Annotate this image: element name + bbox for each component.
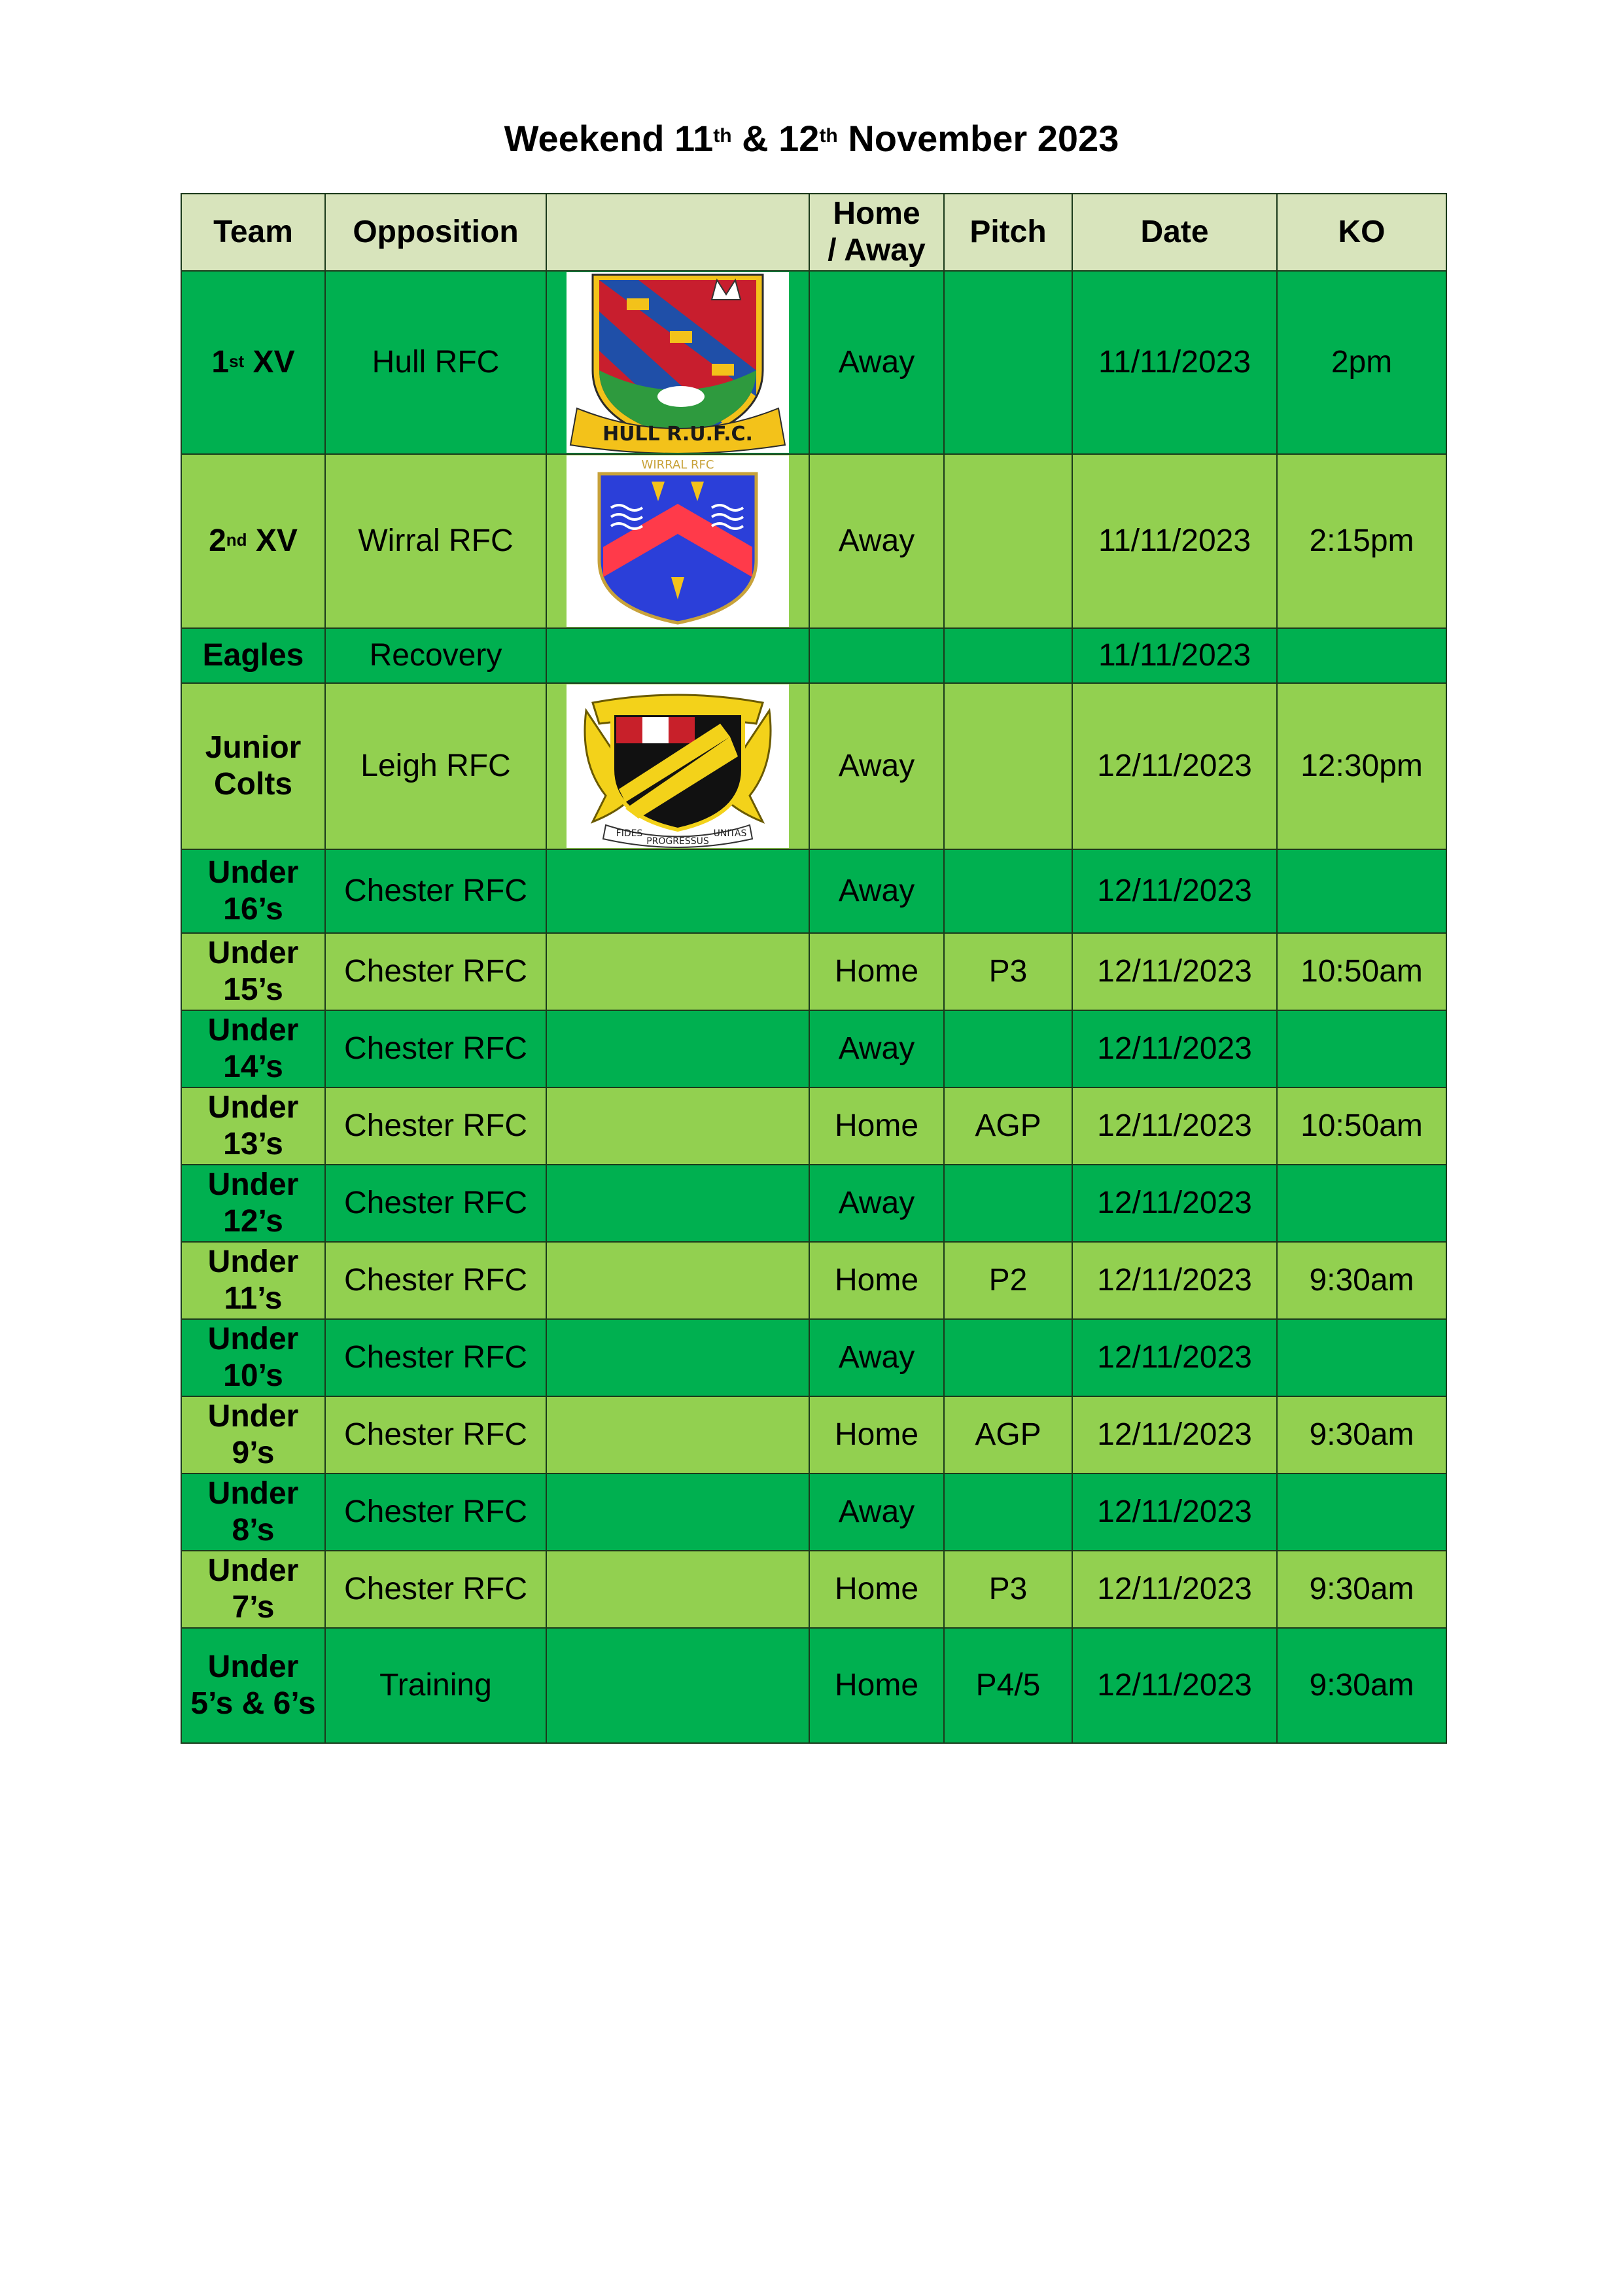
crest-cell xyxy=(546,849,809,933)
team-cell: Eagles xyxy=(181,628,325,683)
team-cell: Under 10’s xyxy=(181,1319,325,1396)
table-row xyxy=(181,849,1446,933)
ko-cell: 12:30pm xyxy=(1277,683,1446,849)
ko-cell xyxy=(1277,1010,1446,1087)
ko-cell: 2pm xyxy=(1277,271,1446,454)
crest-cell xyxy=(546,1628,809,1743)
table-row xyxy=(181,1628,1446,1743)
table-row xyxy=(181,454,1446,628)
pitch-cell xyxy=(944,1165,1072,1242)
page-title: Weekend 11th & 12th November 2023 xyxy=(504,118,1119,159)
team-cell: Under 14’s xyxy=(181,1010,325,1087)
opposition-cell: Training xyxy=(325,1628,546,1743)
ko-cell xyxy=(1277,628,1446,683)
date-cell: 12/11/2023 xyxy=(1072,1628,1277,1743)
team-cell: Under 16’s xyxy=(181,849,325,933)
leigh-rfc-crest-icon xyxy=(567,684,789,848)
date-cell: 12/11/2023 xyxy=(1072,849,1277,933)
date-cell: 12/11/2023 xyxy=(1072,683,1277,849)
pitch-cell: AGP xyxy=(944,1087,1072,1165)
pitch-cell xyxy=(944,454,1072,628)
pitch-cell xyxy=(944,628,1072,683)
header-opposition: Opposition xyxy=(325,194,546,271)
pitch-cell xyxy=(944,849,1072,933)
home-away-cell: Home xyxy=(809,1628,944,1743)
ko-cell xyxy=(1277,1319,1446,1396)
opposition-cell: Wirral RFC xyxy=(325,454,546,628)
opposition-cell: Chester RFC xyxy=(325,1551,546,1628)
ko-cell: 9:30am xyxy=(1277,1396,1446,1474)
table-row xyxy=(181,1551,1446,1628)
date-cell: 12/11/2023 xyxy=(1072,1319,1277,1396)
home-away-cell: Home xyxy=(809,933,944,1010)
home-away-cell: Away xyxy=(809,1319,944,1396)
crest-cell xyxy=(546,628,809,683)
table-row xyxy=(181,1474,1446,1551)
crest-cell xyxy=(546,933,809,1010)
opposition-cell: Chester RFC xyxy=(325,1087,546,1165)
date-cell: 11/11/2023 xyxy=(1072,271,1277,454)
date-cell: 12/11/2023 xyxy=(1072,1551,1277,1628)
team-cell: Under 8’s xyxy=(181,1474,325,1551)
ko-cell: 10:50am xyxy=(1277,1087,1446,1165)
table-row xyxy=(181,628,1446,683)
table-row xyxy=(181,1010,1446,1087)
date-cell: 12/11/2023 xyxy=(1072,1242,1277,1319)
table-row xyxy=(181,1319,1446,1396)
team-cell: Under 11’s xyxy=(181,1242,325,1319)
home-away-cell: Away xyxy=(809,1474,944,1551)
fixtures-table xyxy=(181,193,1447,1744)
crest-cell xyxy=(546,1242,809,1319)
wirral-rfc-crest-icon xyxy=(567,455,789,627)
header-ko: KO xyxy=(1277,194,1446,271)
team-cell: Under 5’s & 6’s xyxy=(181,1628,325,1743)
opposition-cell: Chester RFC xyxy=(325,1396,546,1474)
date-cell: 12/11/2023 xyxy=(1072,1396,1277,1474)
pitch-cell xyxy=(944,1474,1072,1551)
header-home-away: Home / Away xyxy=(809,194,944,271)
opposition-cell: Chester RFC xyxy=(325,849,546,933)
home-away-cell: Away xyxy=(809,683,944,849)
table-row xyxy=(181,1396,1446,1474)
ko-cell: 9:30am xyxy=(1277,1551,1446,1628)
crest-cell xyxy=(546,454,809,628)
pitch-cell xyxy=(944,271,1072,454)
leigh-crest-motto-2: PROGRESSUS xyxy=(646,836,709,847)
ko-cell xyxy=(1277,849,1446,933)
opposition-cell: Chester RFC xyxy=(325,1010,546,1087)
team-cell: Under 15’s xyxy=(181,933,325,1010)
table-row xyxy=(181,1087,1446,1165)
ko-cell xyxy=(1277,1474,1446,1551)
crest-cell xyxy=(546,1087,809,1165)
team-cell: Under 9’s xyxy=(181,1396,325,1474)
table-row xyxy=(181,1165,1446,1242)
home-away-cell: Away xyxy=(809,1010,944,1087)
hull-rufc-crest-icon xyxy=(567,272,789,453)
leigh-crest-motto-1: FIDES xyxy=(616,828,643,839)
home-away-cell: Away xyxy=(809,1165,944,1242)
table-row xyxy=(181,271,1446,454)
crest-cell xyxy=(546,1165,809,1242)
pitch-cell xyxy=(944,1010,1072,1087)
pitch-cell: AGP xyxy=(944,1396,1072,1474)
header-pitch: Pitch xyxy=(944,194,1072,271)
header-date: Date xyxy=(1072,194,1277,271)
ko-cell: 9:30am xyxy=(1277,1628,1446,1743)
home-away-cell: Home xyxy=(809,1551,944,1628)
home-away-cell: Away xyxy=(809,454,944,628)
ko-cell: 2:15pm xyxy=(1277,454,1446,628)
table-row xyxy=(181,683,1446,849)
team-cell: 2nd XV xyxy=(181,454,325,628)
crest-cell xyxy=(546,683,809,849)
home-away-cell: Home xyxy=(809,1396,944,1474)
leigh-crest-motto-3: UNITAS xyxy=(713,828,747,839)
header-crest xyxy=(546,194,809,271)
crest-cell xyxy=(546,1319,809,1396)
crest-cell xyxy=(546,1474,809,1551)
pitch-cell: P3 xyxy=(944,1551,1072,1628)
team-cell: 1st XV xyxy=(181,271,325,454)
pitch-cell: P4/5 xyxy=(944,1628,1072,1743)
home-away-cell xyxy=(809,628,944,683)
home-away-cell: Home xyxy=(809,1087,944,1165)
date-cell: 11/11/2023 xyxy=(1072,628,1277,683)
ko-cell xyxy=(1277,1165,1446,1242)
opposition-cell: Chester RFC xyxy=(325,1319,546,1396)
pitch-cell xyxy=(944,1319,1072,1396)
team-cell: Under 12’s xyxy=(181,1165,325,1242)
ko-cell: 9:30am xyxy=(1277,1242,1446,1319)
home-away-cell: Away xyxy=(809,849,944,933)
date-cell: 12/11/2023 xyxy=(1072,1010,1277,1087)
header-team: Team xyxy=(181,194,325,271)
date-cell: 12/11/2023 xyxy=(1072,933,1277,1010)
opposition-cell: Leigh RFC xyxy=(325,683,546,849)
ko-cell: 10:50am xyxy=(1277,933,1446,1010)
home-away-cell: Away xyxy=(809,271,944,454)
home-away-cell: Home xyxy=(809,1242,944,1319)
crest-cell xyxy=(546,1396,809,1474)
crest-cell xyxy=(546,271,809,454)
header-row xyxy=(181,194,1446,271)
date-cell: 12/11/2023 xyxy=(1072,1087,1277,1165)
table-row xyxy=(181,933,1446,1010)
crest-cell xyxy=(546,1010,809,1087)
team-cell: Under 7’s xyxy=(181,1551,325,1628)
team-cell: Under 13’s xyxy=(181,1087,325,1165)
pitch-cell: P2 xyxy=(944,1242,1072,1319)
crest-cell xyxy=(546,1551,809,1628)
pitch-cell xyxy=(944,683,1072,849)
opposition-cell: Chester RFC xyxy=(325,1165,546,1242)
opposition-cell: Chester RFC xyxy=(325,933,546,1010)
table-row xyxy=(181,1242,1446,1319)
opposition-cell: Hull RFC xyxy=(325,271,546,454)
opposition-cell: Chester RFC xyxy=(325,1242,546,1319)
opposition-cell: Recovery xyxy=(325,628,546,683)
date-cell: 11/11/2023 xyxy=(1072,454,1277,628)
wirral-crest-label: WIRRAL RFC xyxy=(641,458,714,472)
team-cell: Junior Colts xyxy=(181,683,325,849)
opposition-cell: Chester RFC xyxy=(325,1474,546,1551)
hull-crest-label: HULL R.U.F.C. xyxy=(602,423,753,446)
pitch-cell: P3 xyxy=(944,933,1072,1010)
date-cell: 12/11/2023 xyxy=(1072,1474,1277,1551)
date-cell: 12/11/2023 xyxy=(1072,1165,1277,1242)
